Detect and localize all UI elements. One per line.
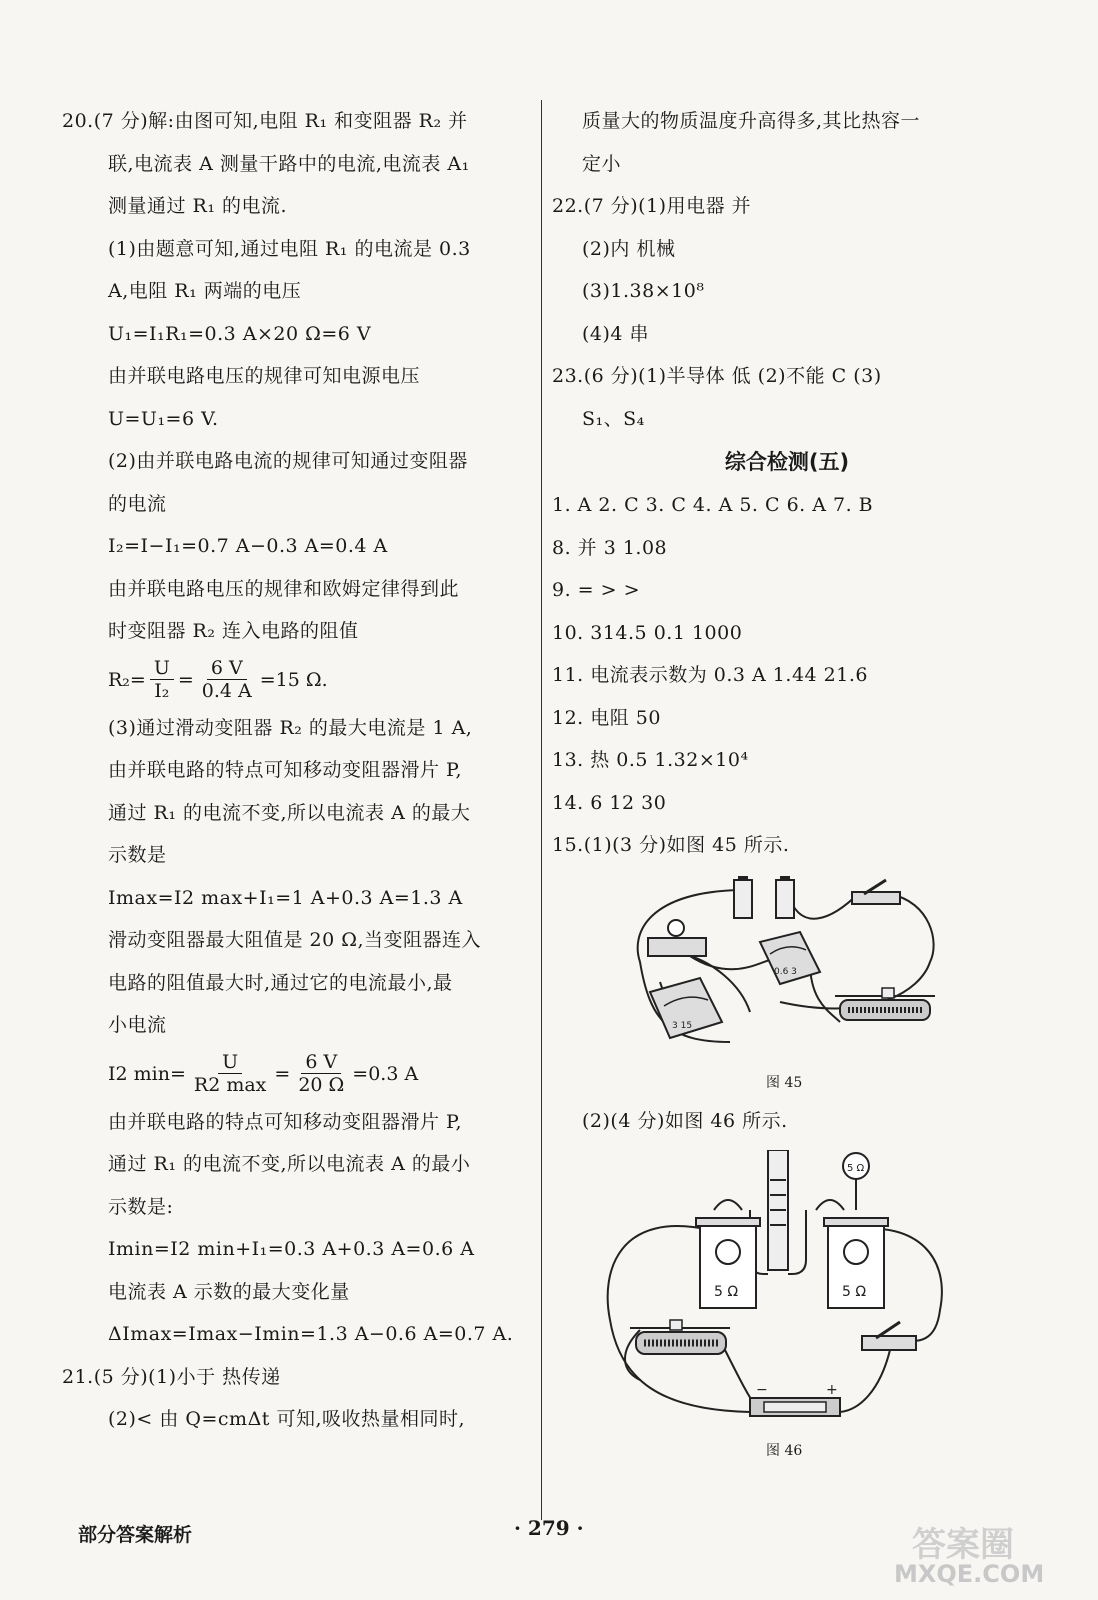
watermark-logo (890, 1518, 1080, 1588)
lamp-icon (648, 920, 706, 956)
text-line: S₁、S₄ (582, 407, 645, 430)
text-line: 由并联电路电压的规律和欧姆定律得到此 (108, 577, 460, 600)
answer-line: 14. 6 12 30 (552, 791, 667, 814)
circuit-figure-45 (630, 872, 950, 1062)
resistor-label: 5 Ω (842, 1284, 867, 1300)
answer-line: 11. 电流表示数为 0.3 A 1.44 21.6 (552, 664, 868, 686)
denominator: R2 max (193, 1074, 267, 1096)
text-line: 定小 (582, 152, 622, 175)
text-line: (3)通过滑动变阻器 R₂ 的最大电流是 1 A, (108, 716, 473, 739)
denominator: 0.4 A (201, 680, 252, 702)
fraction (294, 1051, 348, 1096)
fraction-lhs: R₂= (108, 668, 146, 691)
fraction-rhs: =15 Ω. (259, 668, 328, 691)
figure-46-caption: 图 46 (766, 1443, 803, 1459)
resistor-label: 5 Ω (714, 1284, 739, 1300)
equation-line: Imax=I2 max+I₁=1 A+0.3 A=1.3 A (108, 886, 463, 909)
column-divider (541, 100, 542, 1520)
fraction-lhs: I2 min= (108, 1062, 186, 1085)
text-line: (1)由题意可知,通过电阻 R₁ 的电流是 0.3 (108, 237, 471, 260)
resistor-container-icon (824, 1218, 888, 1308)
text-line: 质量大的物质温度升高得多,其比热容一 (582, 110, 921, 132)
text-line: 时变阻器 R₂ 连入电路的阻值 (108, 620, 359, 642)
numerator: 6 V (207, 657, 247, 680)
text-line: (2)< 由 Q=cmΔt 可知,吸收热量相同时, (108, 1408, 466, 1430)
text-line: 联,电流表 A 测量干路中的电流,电流表 A₁ (108, 152, 470, 175)
answer-line: 12. 电阻 50 (552, 706, 661, 729)
switch-icon (852, 880, 900, 904)
rheostat-icon (835, 988, 935, 1020)
text-line: A,电阻 R₁ 两端的电压 (108, 280, 302, 302)
equation-line: ΔImax=Imax−Imin=1.3 A−0.6 A=0.7 A. (108, 1323, 514, 1345)
right-column (552, 100, 1022, 867)
text-line: 示数是 (108, 844, 167, 866)
battery-icon (750, 1382, 840, 1416)
text-line: 小电流 (108, 1014, 167, 1036)
text-line: (2)内 机械 (582, 237, 676, 260)
fraction (190, 1051, 271, 1096)
text-line: 电流表 A 示数的最大变化量 (108, 1280, 350, 1303)
text-line: 滑动变阻器最大阻值是 20 Ω,当变阻器连入 (108, 929, 482, 951)
rheostat-icon (630, 1320, 730, 1354)
battery-icon (734, 876, 794, 918)
equation-line: U₁=I₁R₁=0.3 A×20 Ω=6 V (108, 322, 372, 345)
left-column (62, 100, 532, 1441)
footer-section-title: 部分答案解析 (78, 1524, 193, 1546)
text-line: 通过 R₁ 的电流不变,所以电流表 A 的最大 (108, 801, 471, 824)
answer-line: 9. = > > (552, 579, 641, 601)
text-line: 的电流 (108, 492, 167, 515)
svg-text:+: + (826, 1382, 838, 1398)
numerator: U (218, 1051, 242, 1074)
fraction-equation-1 (62, 653, 532, 707)
text-line: 23.(6 分)(1)半导体 低 (2)不能 C (3) (552, 365, 882, 387)
voltmeter-scale: 3 15 (672, 1021, 693, 1031)
text-line: (2)由并联电路电流的规律可知通过变阻器 (108, 450, 468, 472)
answer-line: (2)(4 分)如图 46 所示. (582, 1110, 788, 1132)
section-title: 综合检测(五) (724, 450, 850, 474)
resistor-label: 5 Ω (847, 1163, 865, 1174)
resistor-bulb-icon (843, 1153, 869, 1210)
equals-sign: = (274, 1062, 291, 1085)
resistor-container-icon (696, 1218, 760, 1308)
circuit-figure-46 (600, 1150, 960, 1430)
equation-line: Imin=I2 min+I₁=0.3 A+0.3 A=0.6 A (108, 1238, 475, 1260)
fraction (150, 657, 174, 702)
text-line: 通过 R₁ 的电流不变,所以电流表 A 的最小 (108, 1153, 471, 1175)
text-line: 示数是: (108, 1195, 174, 1218)
watermark-url: MXQE.COM (894, 1560, 1045, 1588)
answer-line: 1. A 2. C 3. C 4. A 5. C 6. A 7. B (552, 494, 874, 516)
numerator: 6 V (301, 1051, 341, 1074)
fraction-equation-2 (62, 1047, 532, 1101)
figure-45-caption: 图 45 (766, 1075, 803, 1091)
answer-line: 10. 314.5 0.1 1000 (552, 621, 743, 644)
ammeter-scale: 0.6 3 (774, 967, 797, 977)
answer-line: 13. 热 0.5 1.32×10⁴ (552, 749, 749, 771)
equation-line: I₂=I−I₁=0.7 A−0.3 A=0.4 A (108, 535, 388, 557)
text-line: (3)1.38×10⁸ (582, 280, 705, 302)
denominator: I₂ (154, 680, 170, 702)
text-line: 电路的阻值最大时,通过它的电流最小,最 (108, 971, 453, 994)
numerator: U (150, 657, 174, 680)
text-line: 由并联电路的特点可知移动变阻器滑片 P, (108, 1110, 463, 1133)
svg-text:−: − (756, 1382, 768, 1398)
text-line: 由并联电路电压的规律可知电源电压 (108, 365, 421, 387)
text-line: 由并联电路的特点可知移动变阻器滑片 P, (108, 759, 463, 781)
switch-icon (862, 1322, 916, 1350)
fraction-rhs: =0.3 A (352, 1062, 419, 1085)
fraction (198, 657, 256, 702)
equation-line: U=U₁=6 V. (108, 407, 219, 430)
answer-line: 8. 并 3 1.08 (552, 536, 668, 559)
text-line: 22.(7 分)(1)用电器 并 (552, 195, 752, 217)
denominator: 20 Ω (298, 1074, 345, 1096)
text-line: 测量通过 R₁ 的电流. (108, 195, 288, 217)
page-number: · 279 · (514, 1516, 584, 1540)
equals-sign: = (177, 668, 194, 691)
text-line: (4)4 串 (582, 322, 650, 345)
answer-line: 15.(1)(3 分)如图 45 所示. (552, 834, 790, 856)
watermark-text: 答案圈 (912, 1525, 1014, 1565)
text-line: 20.(7 分)解:由图可知,电阻 R₁ 和变阻器 R₂ 并 (62, 110, 468, 132)
text-line: 21.(5 分)(1)小于 热传递 (62, 1365, 281, 1388)
